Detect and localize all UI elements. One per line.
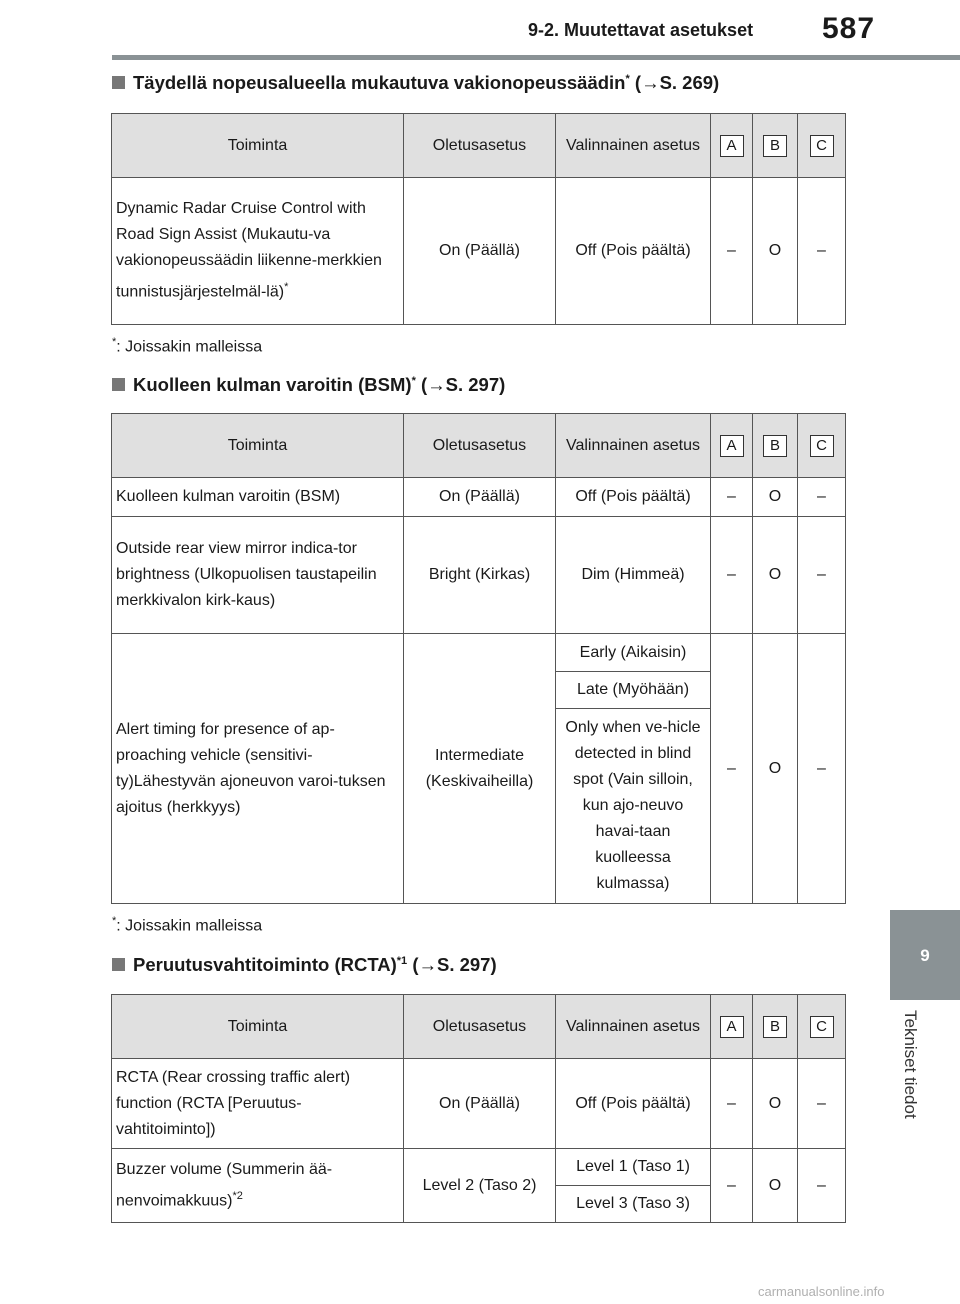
header-b: B [753, 414, 798, 478]
cell-default: Level 2 (Taso 2) [404, 1149, 556, 1223]
cell-default: On (Päällä) [404, 1059, 556, 1149]
section-title-text: Peruutusvahtitoiminto (RCTA) [133, 954, 397, 975]
cell-c: – [798, 1059, 846, 1149]
table-row [112, 1059, 846, 1149]
cell-option: Only when ve-hicle detected in blind spot (Vain silloin, kun ajo-neuvo havai-taan kuolleessa kulmassa) [556, 709, 711, 904]
bullet-square-icon [112, 76, 125, 89]
section-title-bsm [112, 374, 505, 396]
footnote-mark: * [284, 281, 289, 294]
table-row [112, 634, 846, 672]
cell-b: O [753, 1149, 798, 1223]
cell-default: On (Päällä) [404, 178, 556, 325]
running-header: 9-2. Muutettavat asetukset [528, 20, 754, 40]
header-rule [112, 55, 960, 60]
cell-optional: Off (Pois päältä) [556, 1059, 711, 1149]
table-header-row [112, 114, 846, 178]
cell-function: Outside rear view mirror indica-tor brightness (Ulkopuolisen taustapeilin merkkivalon kirk-kaus) [112, 517, 404, 634]
header-optional: Valinnainen asetus [556, 995, 711, 1059]
bullet-square-icon [112, 378, 125, 391]
table-row [112, 1149, 846, 1186]
chapter-label [890, 1010, 930, 1170]
table-row [112, 178, 846, 325]
header-default: Oletusasetus [404, 995, 556, 1059]
cell-function: Dynamic Radar Cruise Control with Road Sign Assist (Mukautu-va vakionopeussäädin liikenne-merkkien tunnistusjärjestelmäl-lä)* [112, 178, 404, 325]
header-function: Toiminta [112, 995, 404, 1059]
cell-a: – [711, 178, 753, 325]
table-header-row [112, 995, 846, 1059]
cell-b: O [753, 478, 798, 517]
footnote-mark: *2 [232, 1189, 243, 1202]
header-c: C [798, 995, 846, 1059]
cell-a: – [711, 1059, 753, 1149]
table-header-row [112, 414, 846, 478]
cell-c: – [798, 478, 846, 517]
chapter-tab: 9 [890, 910, 960, 1000]
cell-b: O [753, 517, 798, 634]
watermark: carmanualsonline.info [758, 1284, 885, 1299]
section-title-acc [112, 72, 719, 94]
cell-b: O [753, 178, 798, 325]
header-a: A [711, 414, 753, 478]
header-a: A [711, 114, 753, 178]
footnote: *: Joissakin malleissa [112, 915, 263, 935]
header-a: A [711, 995, 753, 1059]
table-row [112, 517, 846, 634]
footnote-mark: * [411, 374, 416, 387]
cell-option: Late (Myöhään) [556, 672, 711, 709]
page-reference: (→S. 297) [412, 954, 497, 975]
cell-a: – [711, 478, 753, 517]
settings-table-acc [111, 113, 846, 325]
section-title-text: Kuolleen kulman varoitin (BSM) [133, 374, 412, 395]
cell-c: – [798, 517, 846, 634]
cell-function: Kuolleen kulman varoitin (BSM) [112, 478, 404, 517]
header-b: B [753, 114, 798, 178]
header-optional: Valinnainen asetus [556, 414, 711, 478]
settings-table-bsm [111, 413, 846, 904]
cell-option: Early (Aikaisin) [556, 634, 711, 672]
cell-c: – [798, 1149, 846, 1223]
cell-option: Level 1 (Taso 1) [556, 1149, 711, 1186]
settings-table-rcta [111, 994, 846, 1223]
header-default: Oletusasetus [404, 414, 556, 478]
cell-b: O [753, 634, 798, 904]
section-title-text: Täydellä nopeusalueella mukautuva vakionopeussäädin [133, 72, 626, 93]
footnote-mark: * [625, 72, 630, 85]
cell-optional: Off (Pois päältä) [556, 478, 711, 517]
cell-option: Level 3 (Taso 3) [556, 1186, 711, 1223]
cell-default: Intermediate (Keskivaiheilla) [404, 634, 556, 904]
header-function: Toiminta [112, 414, 404, 478]
header-c: C [798, 414, 846, 478]
header-default: Oletusasetus [404, 114, 556, 178]
table-row [112, 478, 846, 517]
header-optional: Valinnainen asetus [556, 114, 711, 178]
cell-a: – [711, 634, 753, 904]
header-c: C [798, 114, 846, 178]
cell-default: On (Päällä) [404, 478, 556, 517]
cell-c: – [798, 178, 846, 325]
footnote-mark: *1 [396, 954, 408, 967]
footnote: *: Joissakin malleissa [112, 336, 263, 356]
header-b: B [753, 995, 798, 1059]
cell-function: Alert timing for presence of ap-proaching vehicle (sensitivi-ty)Lähestyvän ajoneuvon varoi-tuksen ajoitus (herkkyys) [112, 634, 404, 904]
section-title-rcta [112, 954, 497, 976]
cell-optional: Off (Pois päältä) [556, 178, 711, 325]
header-function: Toiminta [112, 114, 404, 178]
chapter-label-text: Tekniset tiedot [901, 1010, 920, 1119]
cell-a: – [711, 1149, 753, 1223]
cell-a: – [711, 517, 753, 634]
cell-default: Bright (Kirkas) [404, 517, 556, 634]
cell-function: Buzzer volume (Summerin ää-nenvoimakkuus)$^{*2}$ [112, 1149, 404, 1223]
page-number: 587 [822, 12, 876, 45]
cell-optional: Dim (Himmeä) [556, 517, 711, 634]
cell-b: O [753, 1059, 798, 1149]
cell-function: RCTA (Rear crossing traffic alert) function (RCTA [Peruutus-vahtitoiminto]) [112, 1059, 404, 1149]
cell-c: – [798, 634, 846, 904]
bullet-square-icon [112, 958, 125, 971]
page-reference: (→S. 297) [420, 374, 506, 395]
page-reference: (→S. 269) [634, 72, 720, 93]
